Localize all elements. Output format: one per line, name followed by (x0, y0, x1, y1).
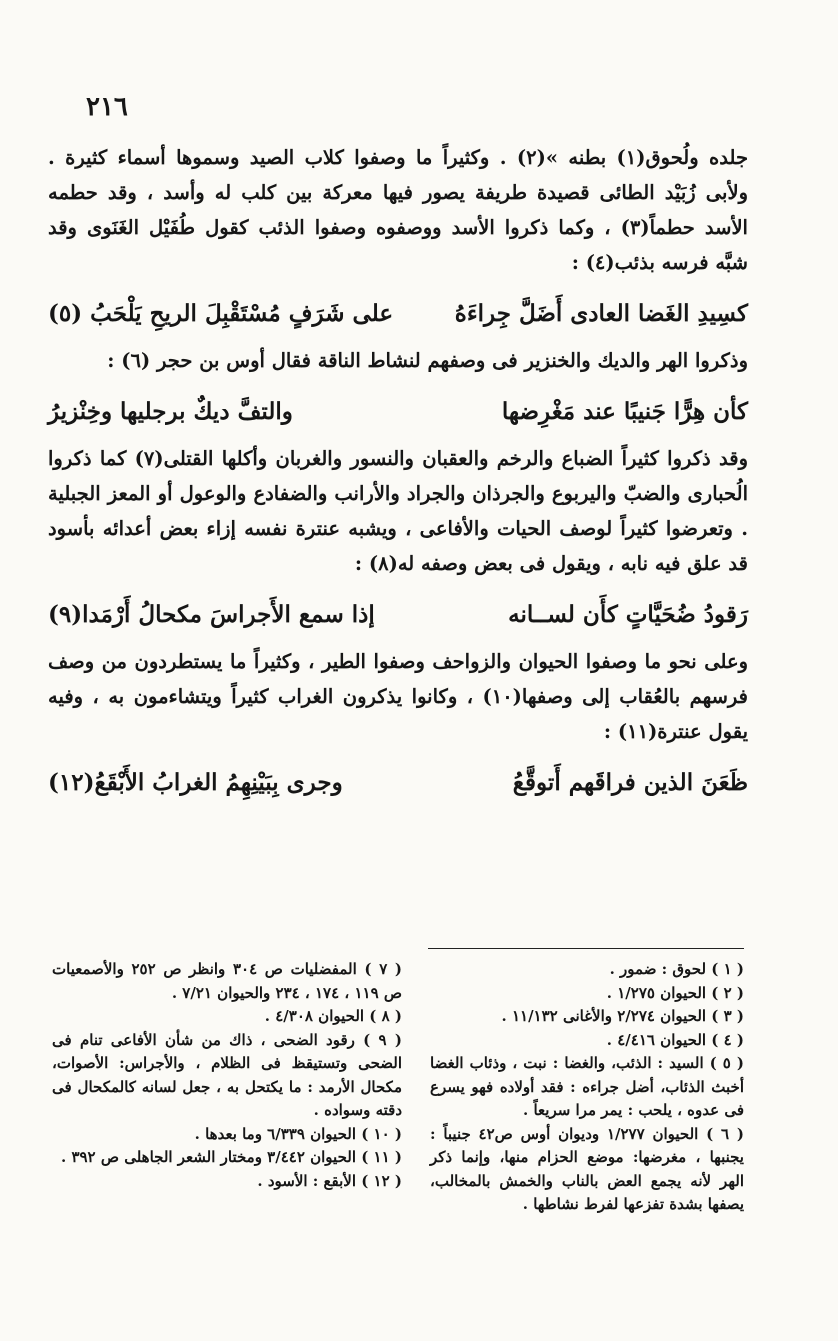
footnote: ( ٣ ) الحيوان ٢/٢٧٤ والأغانى ١١/١٣٢ . (501, 1007, 744, 1025)
verse-hemistich: كأن هِرًّا جَنيبًا عند مَغْرِضها (501, 398, 748, 425)
paragraph: وقد ذكروا كثيراً الضباع والرخم والعقبان والنسور والغربان وأكلها القتلى(٧) كما ذكروا الُحبارى والضبّ واليربوع والجرذان والجراد والأرانب والضفادع والوعول أو المعز الجبلية . وتعرضوا كثيراً لوصف الحيات والأفاعى ، ويشبه عنترة نفسه إزاء بعض أعدائه بأسود قد علق فيه نابه ، ويقول فى بعض وصفه له(٨) : (48, 447, 748, 575)
verse-hemistich: كسِيدِ الغَضا العادى أَضَلَّ جِراءَهُ (454, 300, 748, 327)
verse-line (48, 394, 748, 429)
footnote: ( ٦ ) الحيوان ١/٢٧٧ وديوان أوس ص٤٢ جنيباً : يجنبها ، مغرضها: موضع الحزام منها، وإنما ذكر الهر لأنه يجمع العض بالناب والخمش بالمخالب، يصفها بشدة تفزعها لفرط نشاطها . (430, 1124, 744, 1213)
footnote: ( ٢ ) الحيوان ١/٢٧٥ . (606, 983, 744, 1002)
footnote: ( ٨ ) الحيوان ٤/٣٠٨ . (264, 1007, 402, 1025)
footnotes-right-column (430, 958, 744, 1217)
footnotes-left-column (52, 958, 402, 1193)
verse-line (48, 296, 748, 331)
verse-hemistich: إذا سمع الأَجراسَ مكحالُ أَرْمَدا(٩) (48, 601, 375, 628)
verse-line (48, 765, 748, 800)
verse-line (48, 597, 748, 632)
footnote: ( ١٢ ) الأبقع : الأسود . (257, 1171, 402, 1190)
footnote: ( ٩ ) رقود الضحى ، ذاك من شأن الأفاعى تنام فى الضحى وتستيقظ فى الظلام ، والأجراس: الأصوات، مكحال الأرمد : ما يكتحل به ، جعل لسانه كالمكحال فى دقته وسواده . (52, 1030, 402, 1119)
footnote: ( ١٠ ) الحيوان ٦/٣٣٩ وما بعدها . (194, 1124, 402, 1143)
verse-hemistich: رَقودُ ضُحَيَّاتٍ كأَن لســانه (508, 601, 748, 628)
footnote: ( ٧ ) المفضليات ص ٣٠٤ وانظر ص ٢٥٢ والأصمعيات ص ١١٩ ، ١٧٤ ، ٢٣٤ والحيوان ٧/٢١ . (52, 960, 403, 1002)
verse-hemistich: والتفَّ ديكٌ برجليها وخِنْزيرُ (48, 398, 293, 425)
paragraph: وذكروا الهر والديك والخنزير فى وصفهم لنشاط الناقة فقال أوس بن حجر (٦) : (107, 349, 748, 372)
footnote: ( ١ ) لحوق : ضمور . (609, 960, 744, 978)
footnote: ( ٤ ) الحيوان ٤/٤١٦ . (606, 1030, 744, 1049)
footnote: ( ١١ ) الحيوان ٣/٤٤٢ ومختار الشعر الجاهلى ص ٣٩٢ . (60, 1148, 402, 1166)
verse-hemistich: على شَرَفٍ مُسْتَقْبِلَ الريحِ يَلْحَبُ (٥) (48, 300, 394, 327)
paragraph: وعلى نحو ما وصفوا الحيوان والزواحف وصفوا الطير ، وكثيراً ما يستطردون من وصف فرسهم بالعُقاب إلى وصفها(١٠) ، وكانوا يذكرون الغراب كثيراً ويتشاءمون به ، وفيه يقول عنترة(١١) : (48, 650, 748, 743)
footnote-separator (428, 948, 744, 949)
page-number: ٢١٦ (86, 92, 128, 122)
footnote: ( ٥ ) السيد : الذئب، والغضا : نبت ، وذئاب الغضا أخبث الذئاب، أضل جراءه : فقد أولاده فهو يسرع فى عدوه ، يلحب : يمر مرا سريعاً . (430, 1054, 744, 1119)
main-text (48, 140, 748, 812)
verse-hemistich: ظَعَنَ الذين فراقَهم أَتوقَّعُ (512, 769, 748, 796)
paragraph: جلده ولُحوق(١) بطنه »(٢) . وكثيراً ما وصفوا كلاب الصيد وسموها أسماء كثيرة . ولأبى زُبَيْد الطائى قصيدة طريفة يصور فيها معركة بين كلب له وأسد ، وقد حطمه الأسد حطماً(٣) ، وكما ذكروا الأسد ووصفوه وصفوا الذئب كقول طُفَيْل الغَنَوى وقد شبَّه فرسه بذئب(٤) : (48, 146, 748, 274)
verse-hemistich: وجرى بِبَيْنِهِمُ الغرابُ الأَبْقَعُ(١٢) (48, 769, 343, 796)
